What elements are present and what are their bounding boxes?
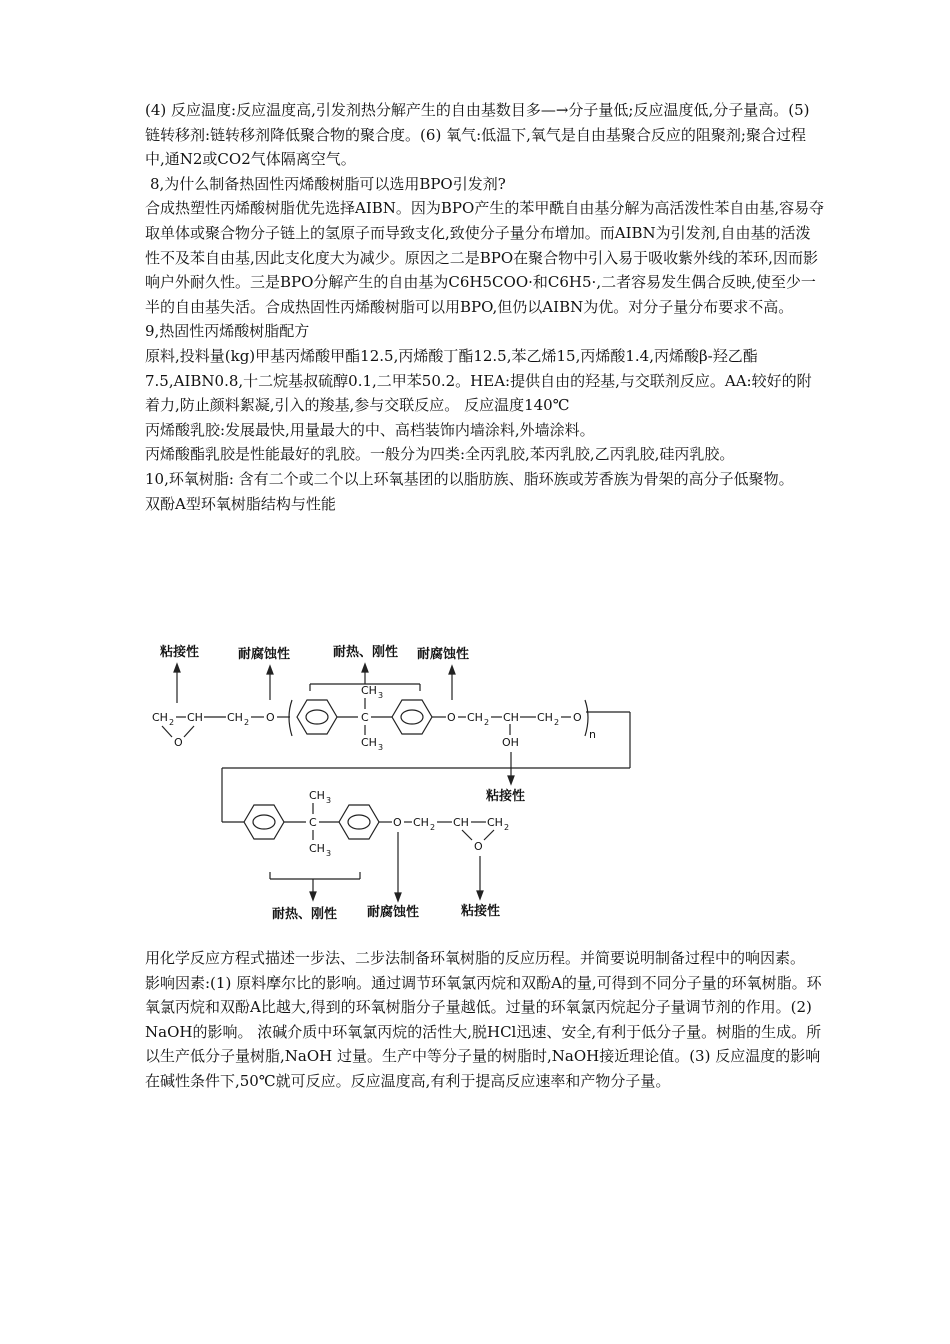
text-block-bottom: [145, 946, 825, 1094]
paragraph-latex-types: 丙烯酸酯乳胶是性能最好的乳胶。一般分为四类:全丙乳胶,苯丙乳胶,乙丙乳胶,硅丙乳胶。: [145, 445, 735, 464]
svg-text:3: 3: [326, 796, 332, 805]
svg-text:CH: CH: [361, 684, 377, 697]
svg-text:CH: CH: [309, 789, 325, 802]
arrow-corrosion-3: [395, 832, 401, 901]
benzene-ring-3: [244, 805, 284, 839]
svg-text:CH: CH: [152, 711, 168, 724]
epoxide-left: [152, 711, 290, 749]
svg-text:C: C: [361, 711, 369, 724]
svg-text:3: 3: [378, 743, 384, 752]
svg-text:CH: CH: [537, 711, 553, 724]
svg-text:OH: OH: [502, 736, 519, 749]
isopropylidene-2: [309, 789, 331, 858]
svg-text:O: O: [266, 711, 275, 724]
svg-text:CH: CH: [487, 816, 503, 829]
paragraph-reaction-factors: (4) 反应温度:反应温度高,引发剂热分解产生的自由基数目多—→分子量低;反应温度低,分子量高。(5) 链转移剂:链转移剂降低聚合物的聚合度。(6) 氧气:低温下,氧气是自由基聚合反应的阻聚剂;聚合过程中,通N2或CO2气体隔离空气。: [145, 101, 810, 169]
bracket-left: [289, 700, 292, 736]
figure-caption: 双酚A型环氧树脂结构与性能: [145, 494, 336, 513]
benzene-ring-2: [392, 700, 432, 734]
svg-text:CH: CH: [309, 842, 325, 855]
label-corrosion-2: 耐腐蚀性: [417, 647, 470, 662]
repeat-n: n: [589, 728, 596, 741]
svg-text:CH: CH: [413, 816, 429, 829]
label-adhesion-3: 粘接性: [461, 904, 501, 919]
arrow-corrosion-1: [267, 666, 273, 700]
svg-text:2: 2: [430, 823, 436, 832]
svg-text:O: O: [447, 711, 456, 724]
svg-text:O: O: [393, 816, 402, 829]
paragraph-acrylic-latex: 丙烯酸乳胶:发展最快,用量最大的中、高档装饰内墙涂料,外墙涂料。: [145, 420, 595, 439]
paragraph-influencing-factors: 影响因素:(1) 原料摩尔比的影响。通过调节环氧氯丙烷和双酚A的量,可得到不同分子量的环氧树脂。环氧氯丙烷和双酚A比越大,得到的环氧树脂分子量越低。过量的环氧氯丙烷起分子量调节剂的作用。(2) NaOH的影响。 浓碱介质中环氧氯丙烷的活性大,脱HCl迅速、安全,有利于低分子量。树脂的生成。所以生产低分子量树脂,NaOH 过量。生产中等分子量的树脂时,NaOH接近理论值。(3) 反应温度的影响 在碱性条件下,50℃就可反应。反应温度高,有利于提高反应速率和产物分子量。: [145, 973, 822, 1090]
isopropylidene-1: [361, 684, 383, 752]
svg-text:2: 2: [504, 823, 510, 832]
label-adhesion-2: 粘接性: [486, 789, 526, 804]
svg-text:2: 2: [484, 718, 490, 727]
question-8-heading: 8,为什么制备热固性丙烯酸树脂可以选用BPO引发剂?: [150, 174, 506, 193]
arrow-adhesion-3: [477, 856, 483, 899]
paragraph-bpo-answer: 合成热塑性丙烯酸树脂优先选择AIBN。因为BPO产生的苯甲酰自由基分解为高活泼性苯自由基,容易夺取单体或聚合物分子链上的氢原子而导致支化,致使分子量分布增加。而AIBN为引发剂,自由基的活泼性不及苯自由基,因此支化度大为减少。原因之二是BPO在聚合物中引入易于吸收紫外线的苯环,因而影响户外耐久性。三是BPO分解产生的自由基为C6H5COO·和C6H5·,二者容易发生偶合反映,使至少一半的自由基失活。合成热固性丙烯酸树脂可以用BPO,但仍以AIBN为优。对分子量分布要求不高。: [145, 199, 825, 316]
paragraph-reaction-question: 用化学反应方程式描述一步法、二步法制备环氧树脂的反应历程。并简要说明制备过程中的响因素。: [145, 949, 806, 967]
arrow-corrosion-2: [449, 666, 455, 700]
svg-text:CH: CH: [187, 711, 203, 724]
svg-text:O: O: [174, 736, 183, 749]
epoxide-right: [453, 816, 509, 853]
arrow-heat-rigidity-2: [270, 872, 360, 900]
svg-text:3: 3: [326, 849, 332, 858]
benzene-ring-1: [297, 700, 337, 734]
bracket-right: [585, 700, 588, 736]
question-10-heading: 10,环氧树脂: 含有二个或二个以上环氧基团的以脂肪族、脂环族或芳香族为骨架的高分子低聚物。: [145, 469, 794, 488]
svg-text:CH: CH: [361, 736, 377, 749]
svg-text:2: 2: [169, 718, 175, 727]
svg-text:2: 2: [244, 718, 250, 727]
svg-text:CH: CH: [453, 816, 469, 829]
svg-text:O: O: [573, 711, 582, 724]
continuation-connector: [222, 712, 630, 822]
label-corrosion-3: 耐腐蚀性: [367, 905, 420, 920]
svg-text:O: O: [474, 840, 483, 853]
label-heat-rigidity-2: 耐热、刚性: [272, 907, 338, 922]
svg-text:CH: CH: [467, 711, 483, 724]
svg-text:CH: CH: [503, 711, 519, 724]
label-heat-rigidity-1: 耐热、刚性: [333, 645, 399, 660]
svg-text:2: 2: [554, 718, 560, 727]
svg-text:3: 3: [378, 691, 384, 700]
question-9-heading: 9,热固性丙烯酸树脂配方: [145, 322, 310, 341]
arrow-adhesion-1: [174, 664, 180, 703]
svg-text:C: C: [309, 816, 317, 829]
label-adhesion-1: 粘接性: [160, 645, 200, 660]
benzene-ring-4: [339, 805, 379, 839]
paragraph-formulation: 原料,投料量(kg)甲基丙烯酸甲酯12.5,丙烯酸丁酯12.5,苯乙烯15,丙烯酸1.4,丙烯酸β-羟乙酯 7.5,AIBN0.8,十二烷基叔硫醇0.1,二甲苯50.2。HEA:提供自由的羟基,与交联剂反应。AA:较好的附着力,防止颜料絮凝,引入的羧基,参与交联反应。 反应温度140℃: [145, 346, 812, 415]
svg-text:CH: CH: [227, 711, 243, 724]
label-corrosion-1: 耐腐蚀性: [238, 647, 291, 662]
